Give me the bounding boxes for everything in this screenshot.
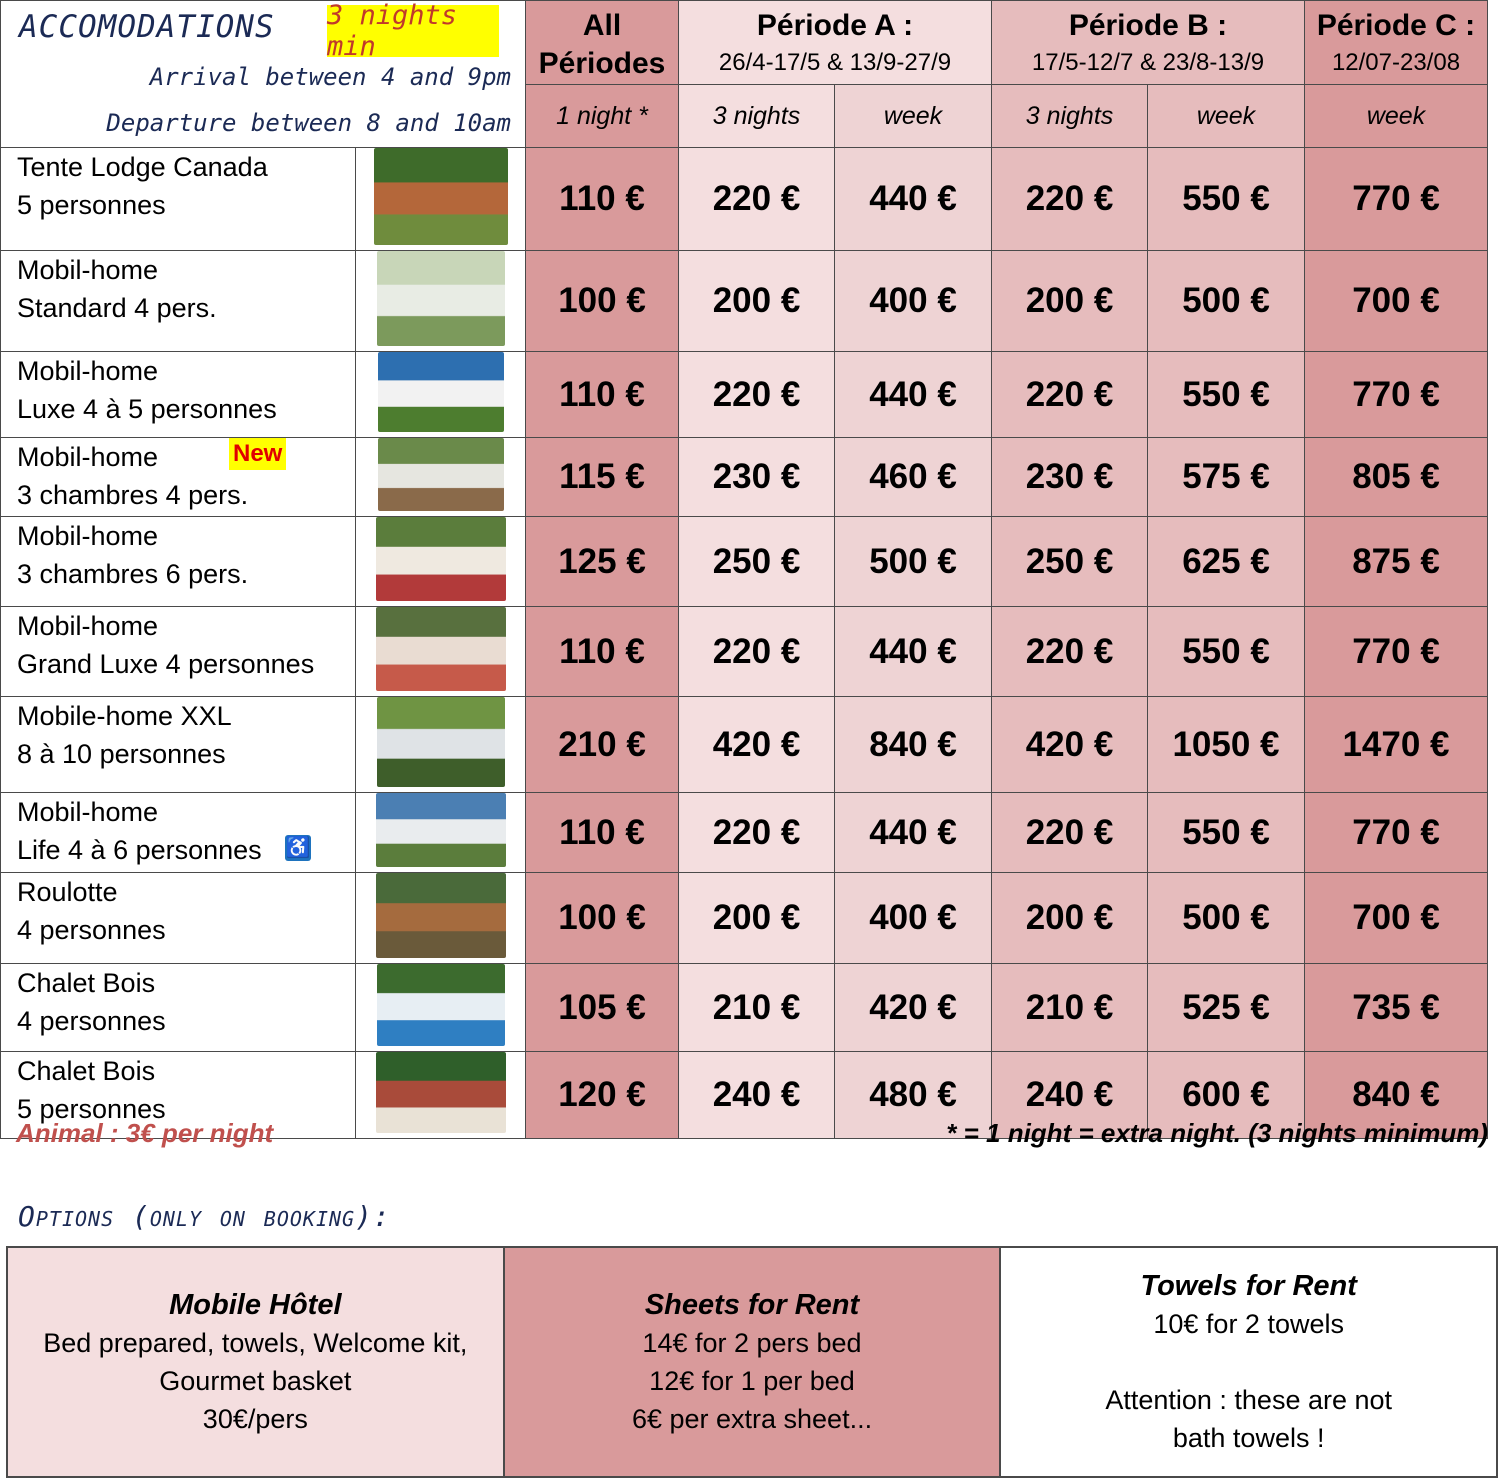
- mobil-home-standard-photo: [377, 251, 505, 346]
- price-cell: 770 €: [1305, 352, 1488, 438]
- accommodation-name-line2: [17, 1002, 355, 1040]
- subcol-b-week: week: [1148, 85, 1305, 148]
- price-cell: 240 €: [679, 1052, 835, 1139]
- price-cell: 120 €: [526, 1052, 679, 1139]
- price-cell: 105 €: [526, 964, 679, 1052]
- chalet-bois-5-photo: [376, 1052, 506, 1133]
- price-cell: 575 €: [1148, 438, 1305, 517]
- price-cell: 770 €: [1305, 607, 1488, 697]
- extra-night-footnote: * = 1 night = extra night. (3 nights minimum): [946, 1118, 1488, 1148]
- period-b-header: [992, 1, 1305, 85]
- arrival-info: Arrival between 4 and 9pm: [149, 63, 511, 91]
- mobil-home-grand-luxe-photo: [376, 607, 506, 691]
- price-cell: 460 €: [835, 438, 992, 517]
- photo-cell: [356, 517, 526, 607]
- option-spacer: [1001, 1343, 1496, 1381]
- accommodation-row: [1, 148, 1488, 251]
- departure-info: Departure between 8 and 10am: [106, 109, 511, 137]
- photo-cell: [356, 607, 526, 697]
- accommodation-name-line2: [17, 555, 355, 593]
- price-cell: 525 €: [1148, 964, 1305, 1052]
- photo-cell: [356, 873, 526, 964]
- price-cell: 210 €: [526, 697, 679, 793]
- price-cell: 220 €: [992, 607, 1148, 697]
- accommodation-capacity: 5 personnes: [17, 190, 166, 220]
- price-cell: 550 €: [1148, 352, 1305, 438]
- accommodation-row: [1, 352, 1488, 438]
- price-cell: 500 €: [1148, 873, 1305, 964]
- accommodation-name-line2: [17, 476, 355, 514]
- option-line: 6€ per extra sheet...: [631, 1404, 873, 1434]
- page-title: ACCOMODATIONS: [19, 9, 275, 45]
- option-line: 12€ for 1 per bed: [649, 1366, 855, 1396]
- accommodation-row: [1, 964, 1488, 1052]
- accommodation-name-line2: [17, 186, 355, 224]
- accommodation-name-line2: [17, 645, 355, 683]
- price-cell: 250 €: [679, 517, 835, 607]
- price-cell: 1050 €: [1148, 697, 1305, 793]
- accommodation-name-line2: [17, 735, 355, 773]
- photo-cell: [356, 251, 526, 352]
- accommodation-name-cell: [1, 517, 356, 607]
- photo-cell: [356, 697, 526, 793]
- accommodation-row: [1, 517, 1488, 607]
- price-cell: 805 €: [1305, 438, 1488, 517]
- price-cell: 550 €: [1148, 793, 1305, 873]
- accommodation-capacity: 4 personnes: [17, 915, 166, 945]
- option-line: Gourmet basket: [159, 1366, 352, 1396]
- wheelchair-icon: ♿: [285, 837, 311, 859]
- period-c-name: Période C :: [1316, 9, 1476, 42]
- accommodation-capacity: Grand Luxe 4 personnes: [17, 649, 315, 679]
- price-cell: 480 €: [835, 1052, 992, 1139]
- price-cell: 420 €: [835, 964, 992, 1052]
- option-sheets: [503, 1248, 1000, 1476]
- subcol-b-3nights: 3 nights: [992, 85, 1148, 148]
- photo-cell: [356, 352, 526, 438]
- price-cell: 220 €: [679, 607, 835, 697]
- period-c-header: [1305, 1, 1488, 85]
- period-a-dates: 26/4-17/5 & 13/9-27/9: [718, 49, 952, 76]
- accommodation-name-line1: Mobile-home XXL: [17, 701, 232, 731]
- accommodation-capacity: 8 à 10 personnes: [17, 739, 226, 769]
- mobil-home-life-photo: [376, 793, 506, 867]
- accommodation-name-line1: Mobil-home: [17, 797, 159, 827]
- price-cell: 220 €: [992, 148, 1148, 251]
- price-cell: 840 €: [1305, 1052, 1488, 1139]
- accommodation-name-line1: Roulotte: [17, 877, 118, 907]
- subcol-a-week: week: [835, 85, 992, 148]
- option-line: 10€ for 2 towels: [1153, 1309, 1344, 1339]
- accommodation-name-cell: [1, 352, 356, 438]
- price-cell: 770 €: [1305, 148, 1488, 251]
- price-cell: 770 €: [1305, 793, 1488, 873]
- price-cell: 125 €: [526, 517, 679, 607]
- option-line: Attention : these are not: [1105, 1385, 1393, 1415]
- accommodation-capacity: 4 personnes: [17, 1006, 166, 1036]
- accommodation-name-cell: [1, 793, 356, 873]
- price-cell: 840 €: [835, 697, 992, 793]
- price-cell: 440 €: [835, 793, 992, 873]
- price-cell: 100 €: [526, 873, 679, 964]
- subcol-all-1night: 1 night *: [526, 85, 679, 148]
- option-line: 30€/pers: [202, 1404, 308, 1434]
- photo-cell: [356, 148, 526, 251]
- price-cell: 700 €: [1305, 251, 1488, 352]
- accommodation-capacity: 5 personnes: [17, 1094, 166, 1124]
- accommodation-name-cell: [1, 697, 356, 793]
- mobile-home-xxl-photo: [377, 697, 505, 787]
- accommodation-row: [1, 793, 1488, 873]
- period-b-name: Période B :: [1068, 9, 1228, 42]
- price-cell: 1470 €: [1305, 697, 1488, 793]
- subcol-c-week: week: [1305, 85, 1488, 148]
- accommodation-name-line1: Mobil-home: [17, 255, 159, 285]
- accommodation-name-line2: [17, 831, 355, 869]
- accommodation-name-line1: Chalet Bois: [17, 1056, 156, 1086]
- tent-lodge-photo: [374, 148, 508, 245]
- price-cell: 420 €: [992, 697, 1148, 793]
- option-line: bath towels !: [1172, 1423, 1325, 1453]
- price-cell: 600 €: [1148, 1052, 1305, 1139]
- photo-cell: [356, 438, 526, 517]
- price-cell: 875 €: [1305, 517, 1488, 607]
- option-title: Mobile Hôtel: [169, 1289, 342, 1321]
- period-c-dates: 12/07-23/08: [1331, 49, 1461, 76]
- price-cell: 400 €: [835, 873, 992, 964]
- roulotte-photo: [376, 873, 506, 958]
- min-nights-badge: 3 nights min: [327, 5, 499, 57]
- price-cell: 200 €: [992, 873, 1148, 964]
- price-cell: 625 €: [1148, 517, 1305, 607]
- all-periods-header: All Périodes: [526, 1, 679, 85]
- accommodation-name-line1: Mobil-home: [17, 521, 159, 551]
- mobil-home-3ch6-photo: [376, 517, 506, 601]
- price-cell: 440 €: [835, 352, 992, 438]
- photo-cell: [356, 1052, 526, 1139]
- price-cell: 115 €: [526, 438, 679, 517]
- mobil-home-luxe-photo: [378, 352, 504, 432]
- accommodation-row: [1, 438, 1488, 517]
- price-cell: 110 €: [526, 607, 679, 697]
- price-cell: 230 €: [992, 438, 1148, 517]
- new-badge: New: [229, 438, 286, 470]
- price-cell: 550 €: [1148, 607, 1305, 697]
- price-cell: 200 €: [679, 251, 835, 352]
- price-cell: 210 €: [679, 964, 835, 1052]
- price-cell: 200 €: [679, 873, 835, 964]
- options-title: Options (only on booking):: [18, 1200, 391, 1233]
- accommodation-name-line1: Mobil-home: [17, 356, 159, 386]
- price-cell: 440 €: [835, 148, 992, 251]
- photo-cell: [356, 964, 526, 1052]
- accommodation-name-line2: [17, 289, 355, 327]
- price-cell: 250 €: [992, 517, 1148, 607]
- price-cell: 220 €: [679, 148, 835, 251]
- chalet-bois-4-photo: [377, 964, 505, 1046]
- accommodation-name-line2: [17, 390, 355, 428]
- accommodation-name-cell: [1, 251, 356, 352]
- accommodation-name-cell: [1, 873, 356, 964]
- accommodation-name-line1: Chalet Bois: [17, 968, 156, 998]
- price-cell: 110 €: [526, 148, 679, 251]
- accommodation-name-line1: Mobil-home: [17, 442, 159, 472]
- price-cell: 550 €: [1148, 148, 1305, 251]
- price-cell: 440 €: [835, 607, 992, 697]
- price-cell: 500 €: [1148, 251, 1305, 352]
- accommodation-capacity: Standard 4 pers.: [17, 293, 217, 323]
- accommodation-row: [1, 873, 1488, 964]
- price-cell: 240 €: [992, 1052, 1148, 1139]
- price-cell: 100 €: [526, 251, 679, 352]
- mobil-home-3ch4-photo: [378, 438, 504, 511]
- price-cell: 210 €: [992, 964, 1148, 1052]
- price-cell: 110 €: [526, 352, 679, 438]
- option-line: 14€ for 2 pers bed: [642, 1328, 862, 1358]
- accommodation-capacity: Luxe 4 à 5 personnes: [17, 394, 277, 424]
- option-title: Towels for Rent: [1140, 1270, 1357, 1302]
- price-cell: 230 €: [679, 438, 835, 517]
- period-a-header: [679, 1, 992, 85]
- accommodation-capacity: Life 4 à 6 personnes: [17, 835, 262, 865]
- accommodation-name-cell: [1, 438, 356, 517]
- animal-note: Animal : 3€ per night: [16, 1118, 274, 1148]
- price-cell: 200 €: [992, 251, 1148, 352]
- accommodation-name-cell: [1, 148, 356, 251]
- price-cell: 400 €: [835, 251, 992, 352]
- subcol-a-3nights: 3 nights: [679, 85, 835, 148]
- header-title-cell: [1, 1, 526, 148]
- price-cell: 735 €: [1305, 964, 1488, 1052]
- price-cell: 220 €: [679, 352, 835, 438]
- period-b-dates: 17/5-12/7 & 23/8-13/9: [1031, 49, 1265, 76]
- price-cell: 700 €: [1305, 873, 1488, 964]
- price-cell: 220 €: [992, 352, 1148, 438]
- price-cell: 420 €: [679, 697, 835, 793]
- option-line: Bed prepared, towels, Welcome kit,: [43, 1328, 468, 1358]
- option-title: Sheets for Rent: [644, 1289, 860, 1321]
- accommodation-capacity: 3 chambres 6 pers.: [17, 559, 249, 589]
- accommodation-row: [1, 251, 1488, 352]
- accommodation-capacity: 3 chambres 4 pers.: [17, 480, 249, 510]
- price-cell: 220 €: [992, 793, 1148, 873]
- accommodation-name-line1: Mobil-home: [17, 611, 159, 641]
- price-cell: 220 €: [679, 793, 835, 873]
- photo-cell: [356, 793, 526, 873]
- price-cell: 500 €: [835, 517, 992, 607]
- accommodation-name-cell: [1, 607, 356, 697]
- accommodation-name-line2: [17, 911, 355, 949]
- accommodation-name-cell: [1, 964, 356, 1052]
- option-mobile-hotel: [8, 1248, 503, 1476]
- accommodation-row: [1, 607, 1488, 697]
- price-cell: 110 €: [526, 793, 679, 873]
- options-panel: [6, 1246, 1498, 1478]
- option-towels: [999, 1248, 1496, 1476]
- accommodation-row: [1, 697, 1488, 793]
- period-a-name: Période A :: [756, 9, 914, 42]
- accommodation-name-line1: Tente Lodge Canada: [17, 152, 268, 182]
